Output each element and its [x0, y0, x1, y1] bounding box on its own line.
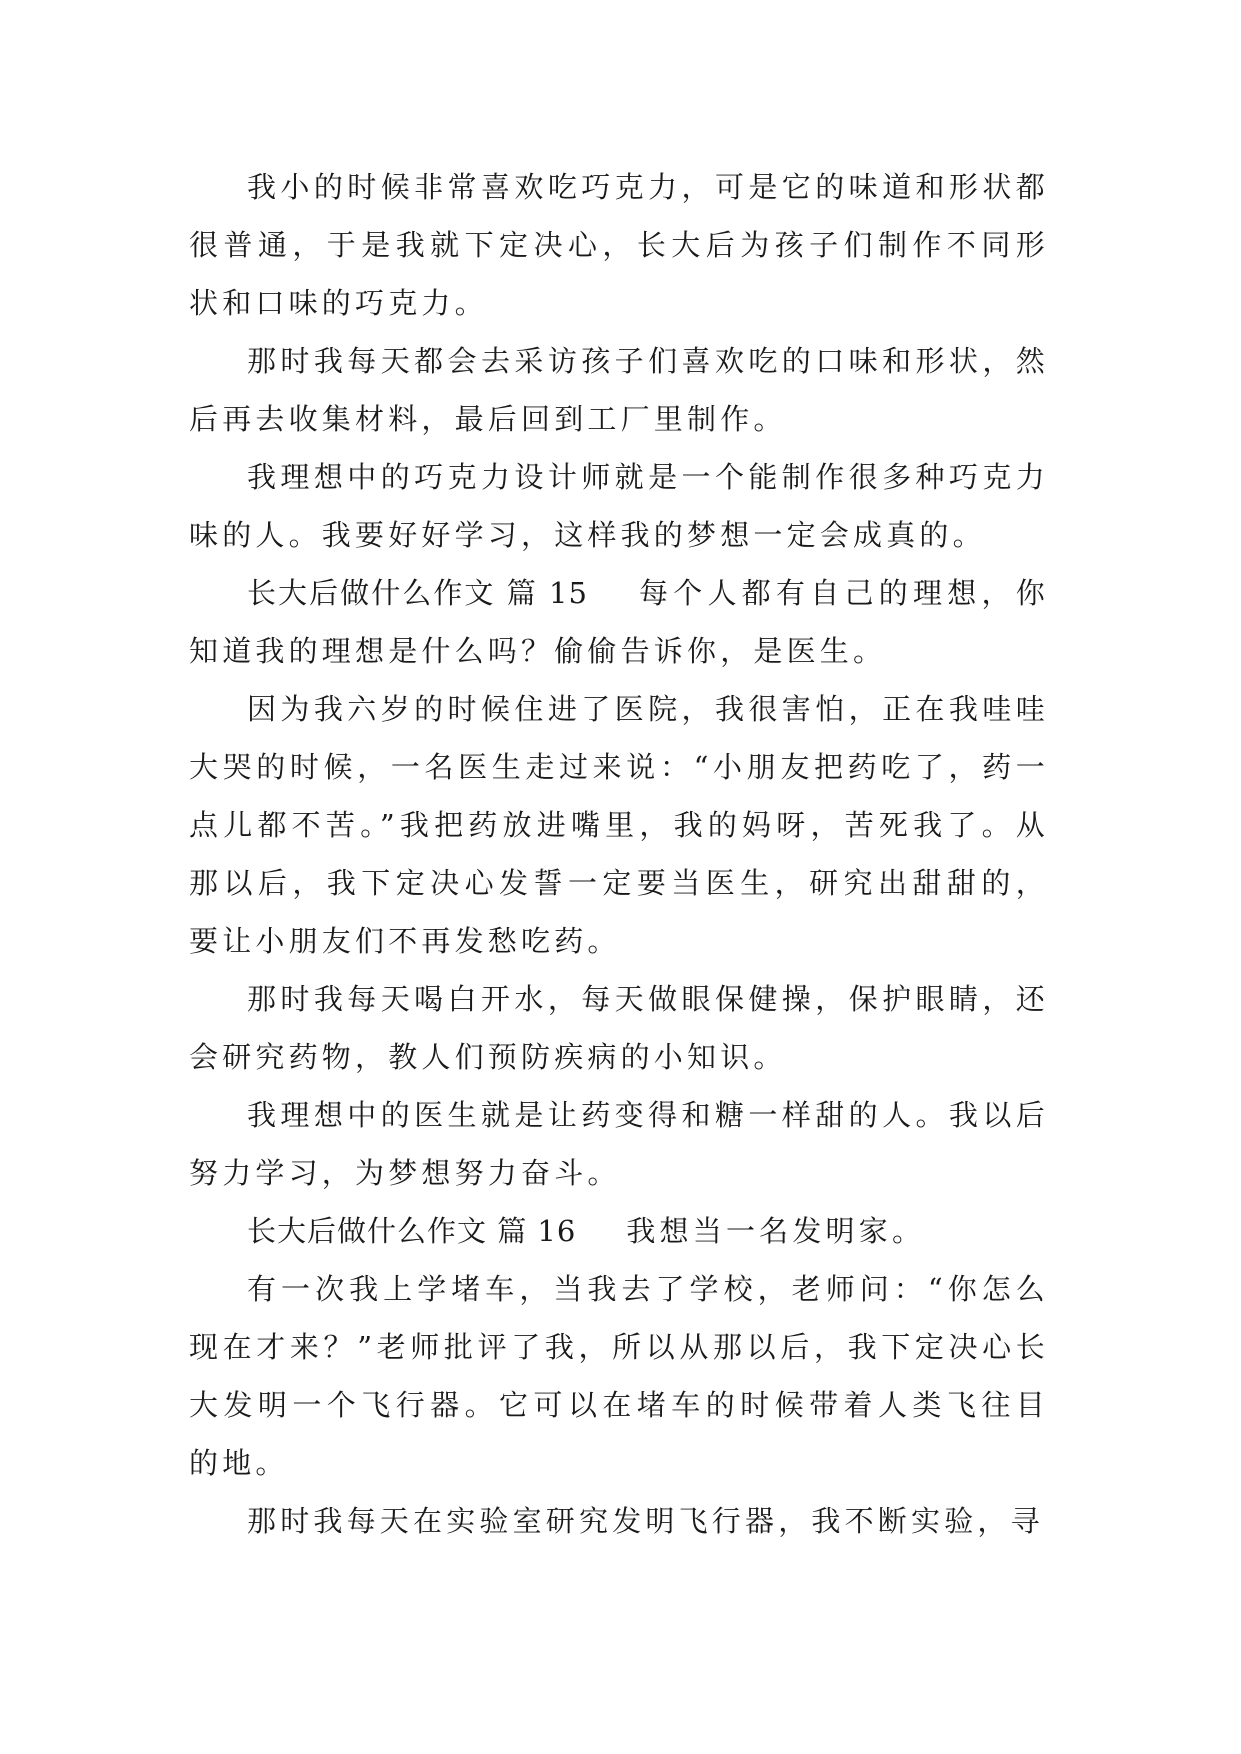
paragraph-9 [189, 1260, 1049, 1492]
paragraph-text: 那时我每天在实验室研究发明飞行器，我不断实验，寻 [247, 1504, 1044, 1538]
paragraph-text: 因为我六岁的时候住进了医院，我很害怕，正在我哇哇大哭的时候，一名医生走过来说：“小朋友把药吃了，药一点儿都不苦。”我把药放进嘴里，我的妈呀，苦死我了。从那以后，我下定决心发誓一定要当医生，研究出甜甜的，要让小朋友们不再发愁吃药。 [189, 692, 1049, 958]
essay-section-heading: 长大后做什么作文 篇 16 [247, 1214, 577, 1248]
paragraph-10 [189, 1492, 1049, 1550]
paragraph-7 [189, 1086, 1049, 1202]
essay-body [189, 158, 1049, 1550]
paragraph-6 [189, 970, 1049, 1086]
essay-section-heading: 长大后做什么作文 篇 15 [247, 576, 588, 610]
paragraph-8 [189, 1202, 1049, 1260]
paragraph-text: 我理想中的巧克力设计师就是一个能制作很多种巧克力味的人。我要好好学习，这样我的梦想一定会成真的。 [189, 460, 1049, 552]
paragraph-text: 我想当一名发明家。 [626, 1214, 926, 1248]
paragraph-2 [189, 332, 1049, 448]
paragraph-3 [189, 448, 1049, 564]
paragraph-text: 那时我每天喝白开水，每天做眼保健操，保护眼睛，还会研究药物，教人们预防疾病的小知识。 [189, 982, 1049, 1074]
paragraph-text: 那时我每天都会去采访孩子们喜欢吃的口味和形状，然后再去收集材料，最后回到工厂里制作。 [189, 344, 1049, 436]
paragraph-1 [189, 158, 1049, 332]
paragraph-text: 每个人都有自己的理想，你知道我的理想是什么吗？偷偷告诉你，是医生。 [189, 576, 1049, 668]
paragraph-4 [189, 564, 1049, 680]
paragraph-text: 有一次我上学堵车，当我去了学校，老师问：“你怎么现在才来？”老师批评了我，所以从那以后，我下定决心长大发明一个飞行器。它可以在堵车的时候带着人类飞往目的地。 [189, 1272, 1049, 1480]
paragraph-text: 我小的时候非常喜欢吃巧克力，可是它的味道和形状都很普通，于是我就下定决心，长大后为孩子们制作不同形状和口味的巧克力。 [189, 170, 1049, 320]
paragraph-text: 我理想中的医生就是让药变得和糖一样甜的人。我以后努力学习，为梦想努力奋斗。 [189, 1098, 1049, 1190]
paragraph-5 [189, 680, 1049, 970]
